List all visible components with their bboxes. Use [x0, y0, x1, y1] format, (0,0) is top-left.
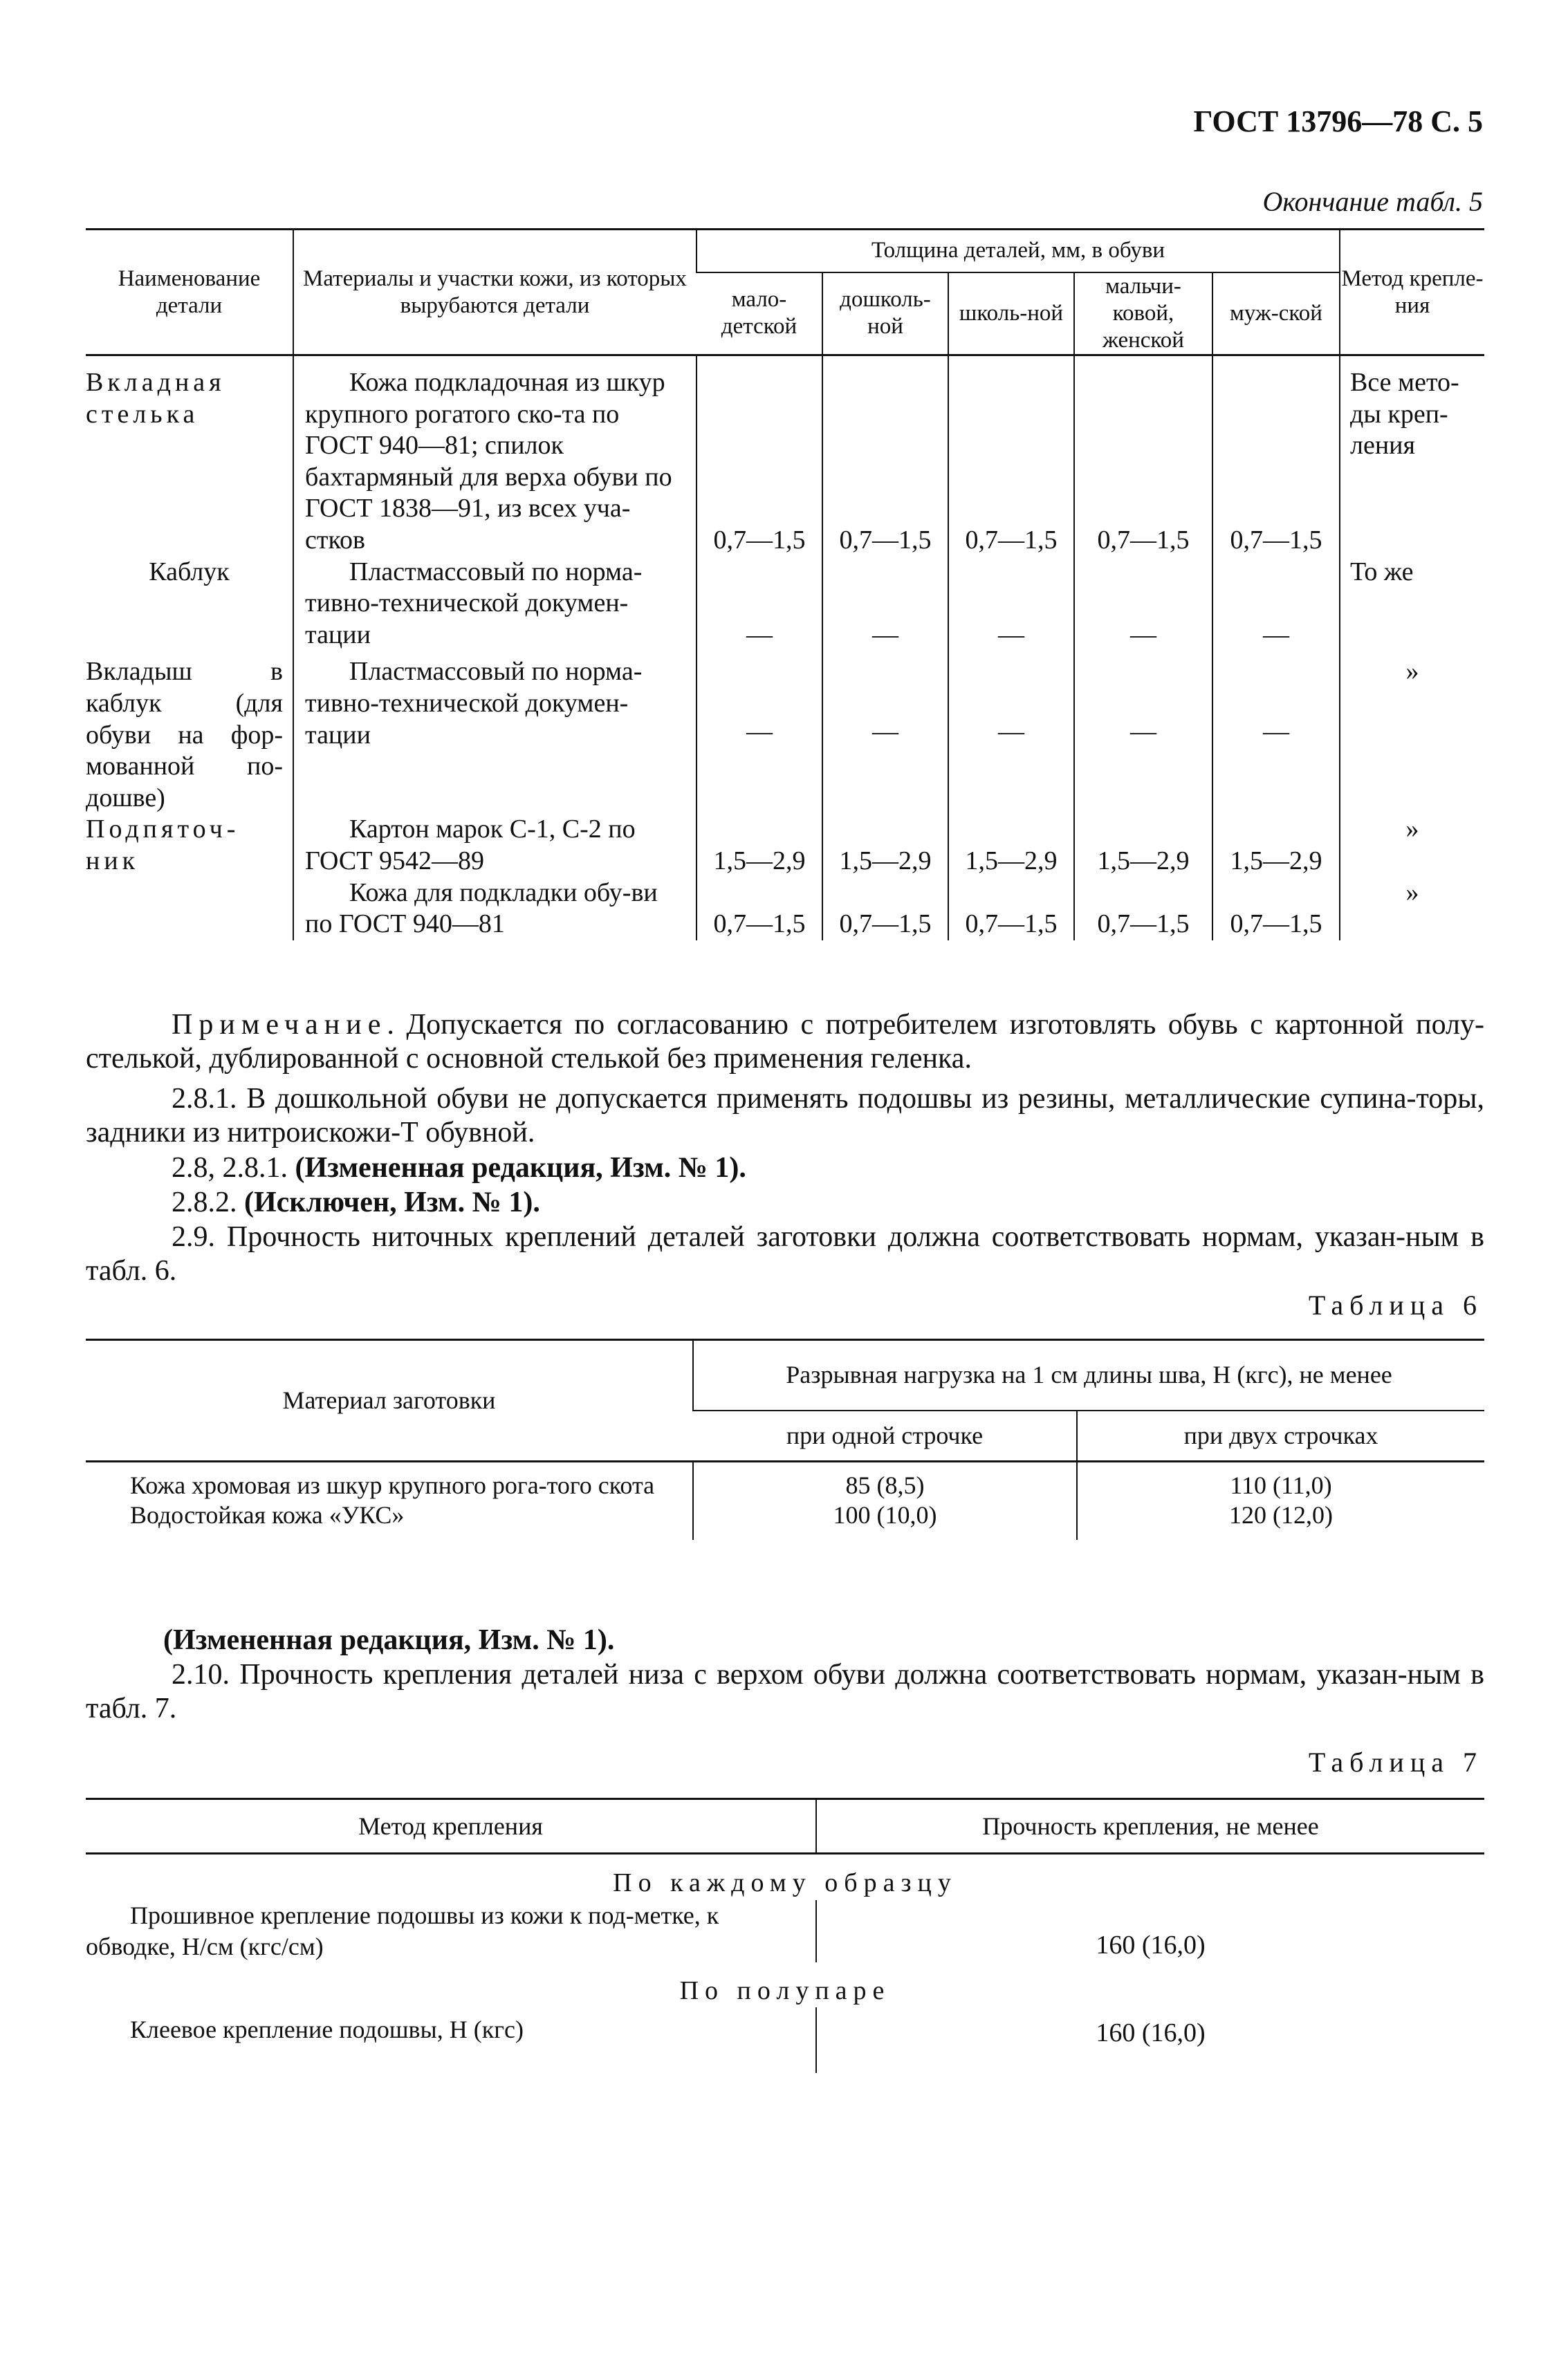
t5-cell-value: 0,7—1,5	[1074, 877, 1212, 940]
t5-cell-value: 1,5—2,9	[1074, 814, 1212, 877]
t5-cell-value: 1,5—2,9	[697, 814, 822, 877]
note-label: Примечание	[172, 1009, 387, 1041]
t5-cell-value: —	[697, 651, 822, 814]
t5-header-sub: муж-ской	[1212, 272, 1340, 355]
table6-caption: Таблица 6	[1308, 1290, 1483, 1321]
t5-cell-name: Подпяточ-ник	[86, 815, 240, 875]
table7-caption: Таблица 7	[1308, 1747, 1483, 1778]
t5-cell-value: —	[1212, 557, 1340, 651]
t7-cell-value: 160 (16,0)	[816, 2007, 1484, 2073]
t6-cell-material: Кожа хромовая из шкур крупного рога-того скота	[130, 1471, 655, 1499]
t5-cell-value: 1,5—2,9	[948, 814, 1074, 877]
t5-cell-value: —	[1212, 651, 1340, 814]
t7-cell-method: Прошивное крепление подошвы из кожи к под-метке, к обводке, Н/см (кгс/см)	[86, 1901, 719, 1960]
table-row	[86, 814, 1484, 877]
t6-header-sub: при двух строчках	[1077, 1411, 1484, 1462]
t5-cell-value: 0,7—1,5	[1074, 355, 1212, 557]
t5-cell-name: Вкладная стелька	[86, 368, 225, 429]
t6-cell-value: 120 (12,0)	[1077, 1500, 1484, 1540]
t5-cell-name	[86, 877, 293, 940]
t5-cell-value: 1,5—2,9	[822, 814, 948, 877]
paragraph-2-10: 2.10. Прочность крепления деталей низа с верхом обуви должна соответствовать нормам, указан-ным в табл. 7.	[86, 1659, 1484, 1725]
table-row	[86, 651, 1484, 814]
t5-cell-name: Каблук	[149, 557, 230, 586]
table6	[86, 1339, 1484, 1540]
t7-cell-method: Клеевое крепление подошвы, Н (кгс)	[130, 2016, 524, 2043]
t6-cell-value: 100 (10,0)	[693, 1500, 1077, 1540]
t6-cell-material: Водостойкая кожа «УКС»	[130, 1501, 405, 1530]
t5-cell-value: —	[1074, 557, 1212, 651]
t5-header-name: Наименование детали	[86, 230, 293, 355]
t6-header-material: Материал заготовки	[86, 1340, 693, 1462]
t6-cell-value: 110 (11,0)	[1077, 1462, 1484, 1501]
t5-cell-value: 0,7—1,5	[1212, 877, 1340, 940]
t5-cell-material: Картон марок С-1, С-2 по ГОСТ 9542—89	[293, 814, 697, 877]
t6-header-load: Разрывная нагрузка на 1 см длины шва, Н (кгс), не менее	[693, 1340, 1484, 1411]
t5-cell-method: То же	[1340, 557, 1484, 651]
t5-cell-method: Все мето-ды креп-ления	[1340, 355, 1484, 557]
t5-cell-material: Кожа для подкладки обу-ви по ГОСТ 940—81	[293, 877, 697, 940]
paragraph-2-8-edit-prefix: 2.8, 2.8.1.	[172, 1152, 295, 1184]
t5-cell-material: Пластмассовый по норма-тивно-технической докумен-тации	[293, 651, 697, 814]
paragraph-2-8-edit-note: (Измененная редакция, Изм. № 1).	[295, 1152, 746, 1184]
t5-cell-method: »	[1340, 877, 1484, 940]
t5-cell-value: —	[822, 651, 948, 814]
t7-cell-value: 160 (16,0)	[816, 1900, 1484, 1962]
t5-header-sub: школь-ной	[948, 272, 1074, 355]
note-text: . Допускается по согласованию с потребителем изготовлять обувь с картонной полу-стелькой, дублированной с основной стелькой без применения геленка.	[86, 1009, 1484, 1075]
t5-cell-method: »	[1340, 814, 1484, 877]
t5-header-sub: дошколь-ной	[822, 272, 948, 355]
table-row	[86, 557, 1484, 651]
t5-cell-value: —	[1074, 651, 1212, 814]
t5-cell-method: »	[1340, 651, 1484, 814]
t5-cell-material: Кожа подкладочная из шкур крупного рогатого ско-та по ГОСТ 940—81; спилок бахтармяный для верха обуви по ГОСТ 1838—91, из всех уча-стков	[293, 355, 697, 557]
t5-cell-value: 0,7—1,5	[948, 355, 1074, 557]
table-row	[86, 1462, 1484, 1501]
paragraph-2-8-2-note: (Исключен, Изм. № 1).	[244, 1187, 540, 1218]
t5-cell-value: —	[948, 557, 1074, 651]
table-row	[86, 2007, 1484, 2073]
t5-cell-value: 0,7—1,5	[822, 877, 948, 940]
table5	[86, 228, 1484, 940]
t5-header-sub: мало-детской	[697, 272, 822, 355]
t7-header-strength: Прочность крепления, не менее	[816, 1799, 1484, 1854]
paragraph-2-8-2-prefix: 2.8.2.	[172, 1187, 244, 1218]
t5-cell-value: —	[697, 557, 822, 651]
paragraph-2-8-2	[86, 1186, 1484, 1220]
t5-cell-value: —	[822, 557, 948, 651]
t7-group-title: По каждому образцу	[613, 1868, 957, 1897]
page-header: ГОСТ 13796—78 С. 5	[1193, 104, 1483, 138]
paragraph-2-9: 2.9. Прочность ниточных креплений деталей заготовки должна соответствовать нормам, указан-ным в табл. 6.	[86, 1221, 1484, 1287]
t5-cell-value: 0,7—1,5	[1212, 355, 1340, 557]
table-row	[86, 1500, 1484, 1540]
edit-note-table6: (Измененная редакция, Изм. № 1).	[163, 1624, 615, 1656]
note	[86, 1008, 1484, 1076]
t5-header-method: Метод крепле-ния	[1340, 230, 1484, 355]
t5-cell-value: —	[948, 651, 1074, 814]
table7	[86, 1798, 1484, 2073]
paragraph-2-8-1: 2.8.1. В дошкольной обуви не допускается применять подошвы из резины, металлические супина-торы, задники из нитроискожи-Т обувной.	[86, 1083, 1484, 1149]
table-row	[86, 877, 1484, 940]
t5-cell-value: 0,7—1,5	[948, 877, 1074, 940]
t5-cell-value: 0,7—1,5	[822, 355, 948, 557]
paragraph-2-8-edit	[86, 1151, 1484, 1185]
t6-cell-value: 85 (8,5)	[693, 1462, 1077, 1501]
table-row	[86, 1900, 1484, 1962]
t6-header-sub: при одной строчке	[693, 1411, 1077, 1462]
t5-cell-value: 0,7—1,5	[697, 877, 822, 940]
t5-header-material: Материалы и участки кожи, из которых вырубаются детали	[293, 230, 697, 355]
t5-header-thickness: Толщина деталей, мм, в обуви	[697, 230, 1340, 272]
t5-cell-name: Вкладыш в каблук (для обуви на фор-мованной по-дошве)	[86, 657, 283, 812]
table-row	[86, 355, 1484, 557]
t5-cell-value: 1,5—2,9	[1212, 814, 1340, 877]
t5-cell-value: 0,7—1,5	[697, 355, 822, 557]
t5-header-sub: мальчи-ковой, женской	[1074, 272, 1212, 355]
t7-group-title: По полупаре	[679, 1975, 891, 2005]
t5-cell-material: Пластмассовый по норма-тивно-технической докумен-тации	[293, 557, 697, 651]
table5-caption: Окончание табл. 5	[1262, 186, 1483, 217]
t7-header-method: Метод крепления	[86, 1799, 816, 1854]
